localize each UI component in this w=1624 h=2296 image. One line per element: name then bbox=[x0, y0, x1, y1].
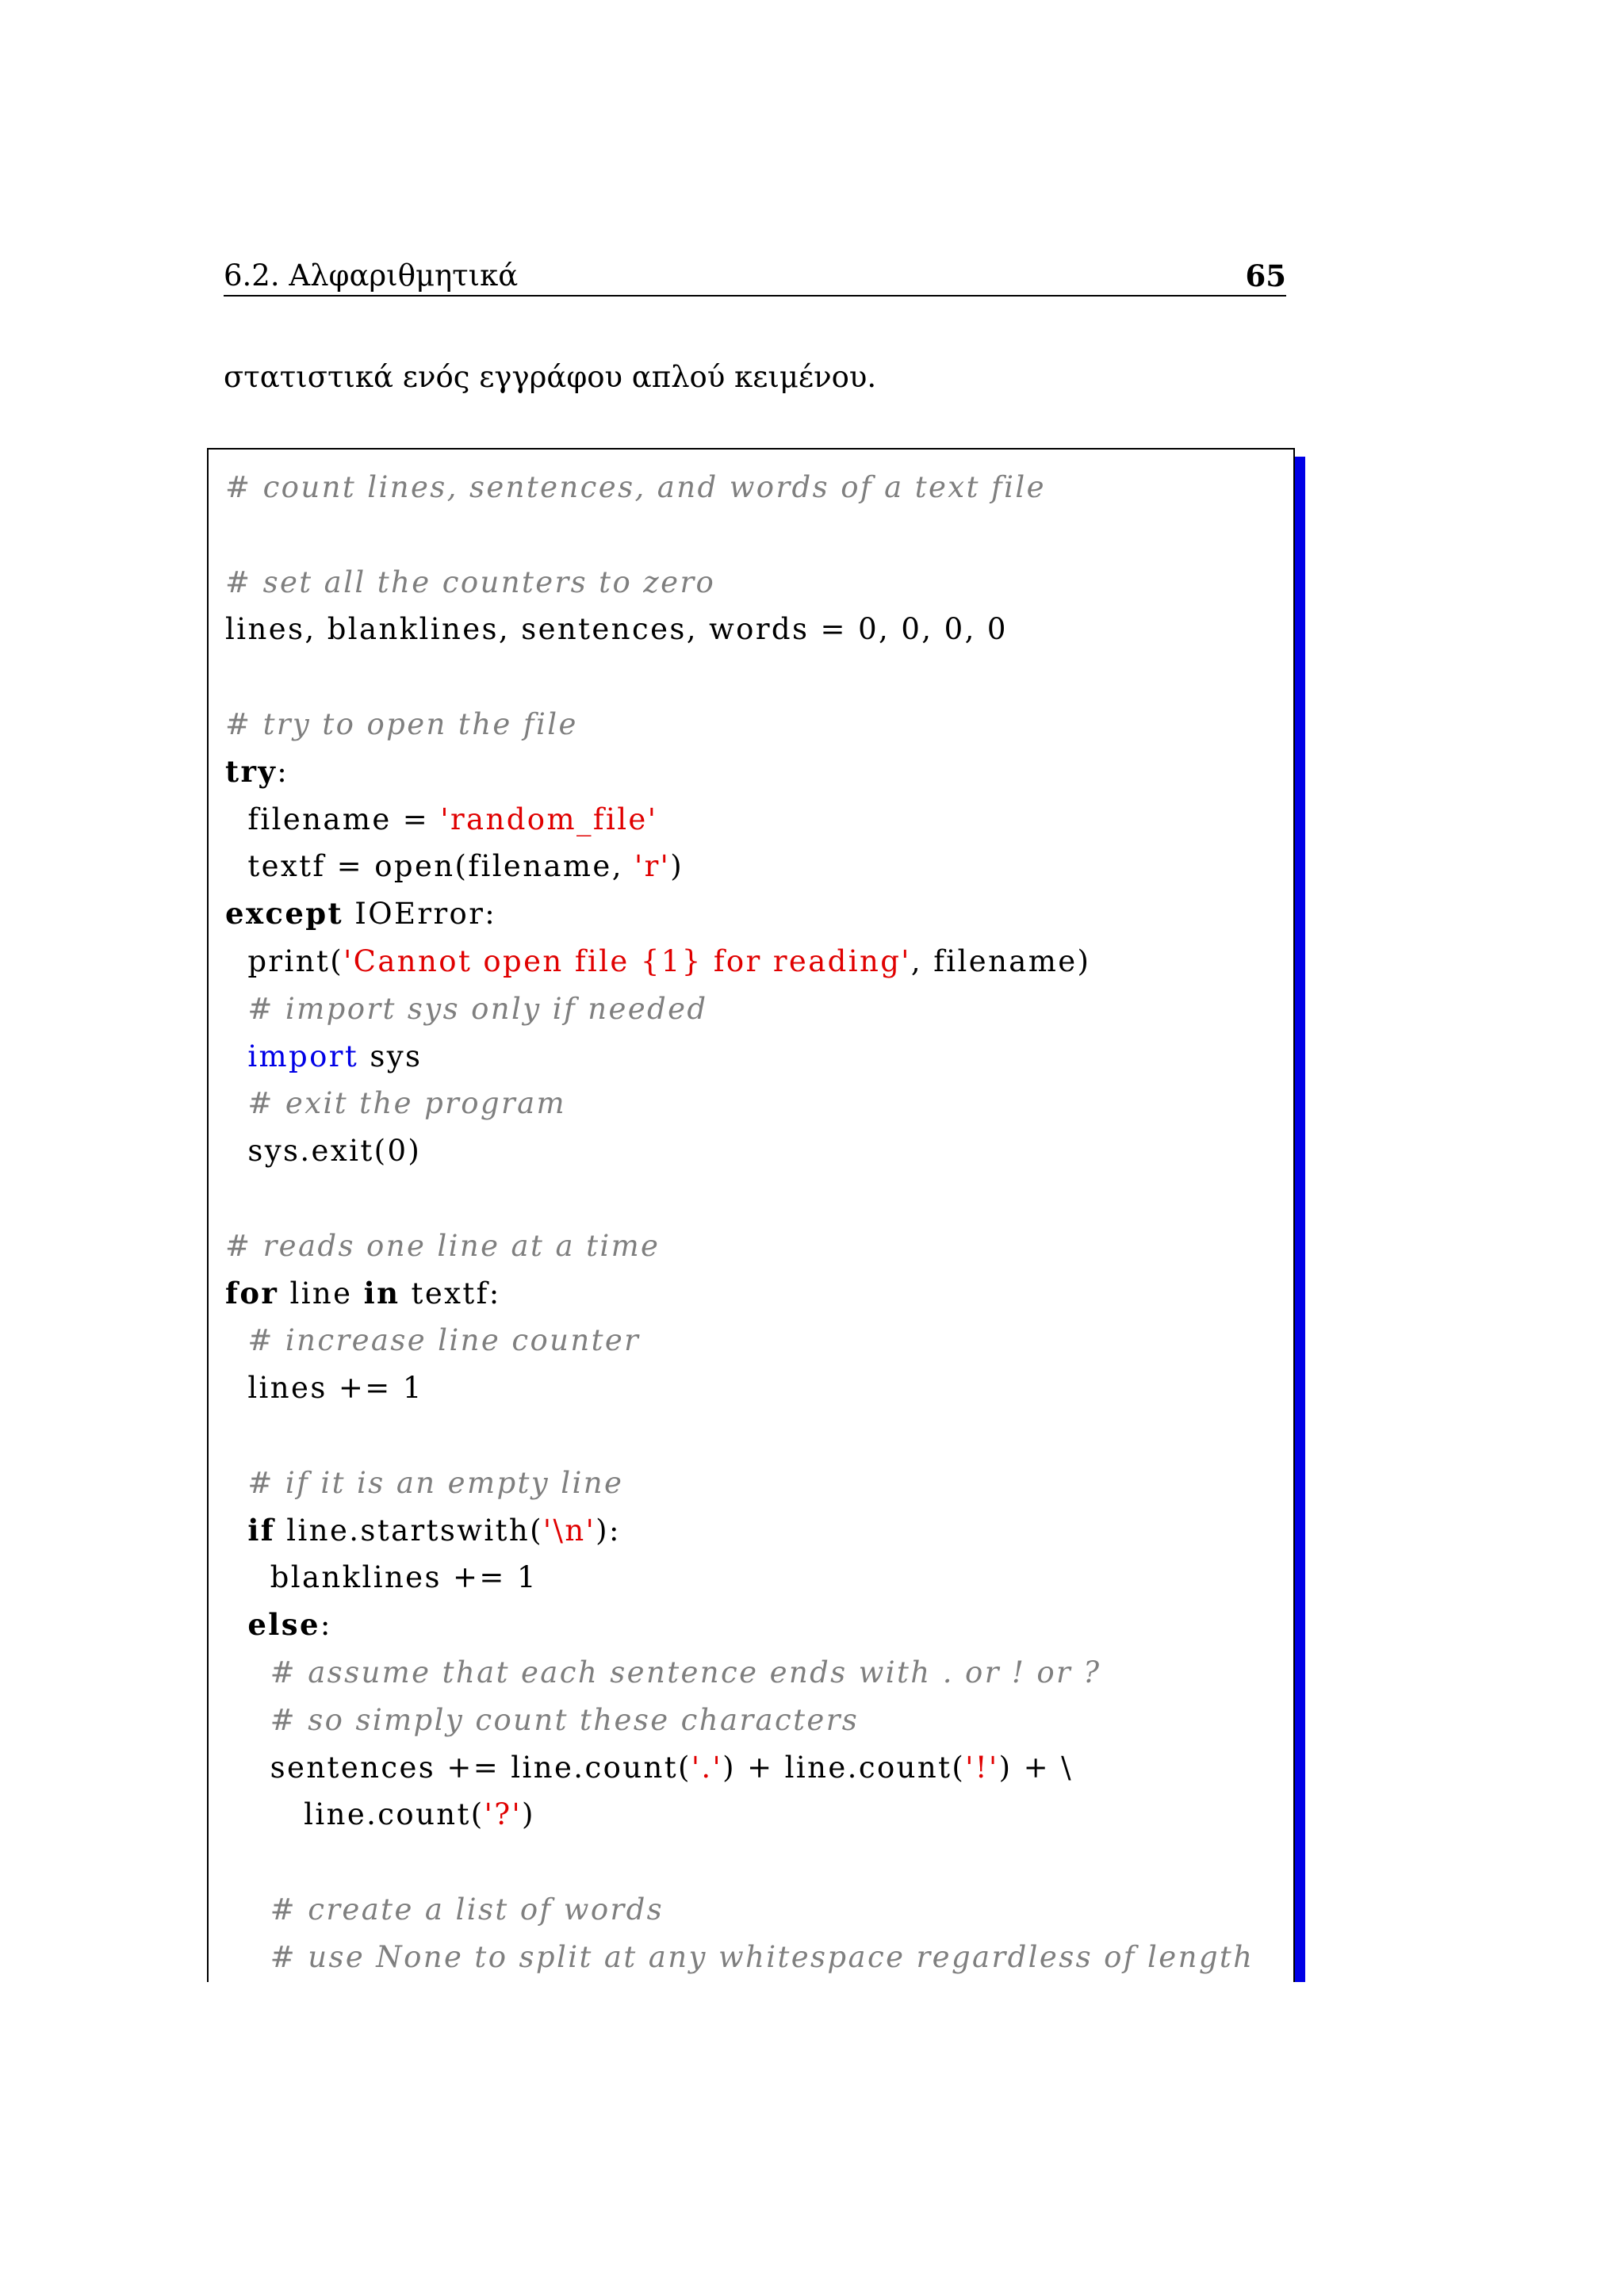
code-line bbox=[225, 1080, 1335, 1127]
code-token: if bbox=[247, 1512, 276, 1548]
code-token: in bbox=[363, 1275, 400, 1311]
code-line bbox=[225, 1649, 1335, 1697]
code-token bbox=[225, 1466, 247, 1500]
code-token: lines, blanklines, sentences, words = 0, 0, 0, 0 bbox=[225, 612, 1008, 647]
section-title: 6.2. Αλφαριθμητικά bbox=[224, 258, 519, 293]
code-line bbox=[225, 890, 1335, 938]
code-line bbox=[225, 1033, 1335, 1081]
code-token: : bbox=[277, 754, 289, 789]
code-line bbox=[225, 1175, 1335, 1223]
code-line bbox=[225, 1412, 1335, 1460]
code-token bbox=[225, 1608, 247, 1642]
code-token: line.count( bbox=[225, 1797, 485, 1832]
code-token: except bbox=[225, 896, 344, 932]
code-line bbox=[225, 796, 1335, 844]
code-token: print( bbox=[225, 943, 344, 978]
code-line bbox=[225, 1554, 1335, 1601]
code-line bbox=[225, 511, 1335, 559]
code-token: lines += 1 bbox=[225, 1371, 423, 1406]
code-line bbox=[225, 1886, 1335, 1934]
code-token: try bbox=[225, 753, 278, 789]
code-token: '\n' bbox=[542, 1513, 596, 1548]
code-token bbox=[225, 1323, 247, 1357]
code-line bbox=[225, 1460, 1335, 1507]
code-token bbox=[225, 1655, 270, 1689]
code-token: # try to open the file bbox=[225, 706, 578, 741]
code-listing bbox=[225, 464, 1335, 1978]
code-line bbox=[225, 606, 1335, 653]
code-token: : bbox=[320, 1608, 332, 1643]
code-token: 'r' bbox=[634, 849, 671, 884]
code-line bbox=[225, 701, 1335, 748]
code-token: 'Cannot open file {1} for reading' bbox=[343, 943, 911, 978]
code-line bbox=[225, 559, 1335, 607]
code-token: sys bbox=[358, 1039, 423, 1073]
code-line bbox=[225, 1839, 1335, 1886]
code-line bbox=[225, 1744, 1335, 1792]
code-line bbox=[225, 1364, 1335, 1412]
code-line bbox=[225, 1317, 1335, 1364]
code-line bbox=[225, 843, 1335, 890]
code-token bbox=[225, 1086, 247, 1120]
code-token: filename = bbox=[225, 802, 441, 836]
code-token: else bbox=[247, 1607, 320, 1643]
code-token: for bbox=[225, 1275, 279, 1311]
code-line bbox=[225, 1934, 1335, 1981]
code-token bbox=[225, 1892, 270, 1927]
code-line bbox=[225, 1270, 1335, 1318]
code-line bbox=[225, 1791, 1335, 1839]
code-token: IOError: bbox=[343, 897, 497, 932]
code-line bbox=[225, 1697, 1335, 1744]
code-line bbox=[225, 1223, 1335, 1270]
code-token bbox=[225, 1940, 270, 1974]
code-token: sentences += line.count( bbox=[225, 1750, 691, 1785]
intro-paragraph: στατιστικά ενός εγγράφου απλού κειμένου. bbox=[224, 360, 877, 394]
page-header bbox=[224, 255, 1286, 297]
code-token: ) + \ bbox=[998, 1750, 1074, 1785]
code-token: textf: bbox=[400, 1276, 501, 1311]
code-token: # if it is an empty line bbox=[247, 1465, 624, 1500]
code-token: # create a list of words bbox=[270, 1892, 665, 1927]
code-line bbox=[225, 985, 1335, 1033]
code-token: '.' bbox=[691, 1750, 723, 1785]
code-token: blanklines += 1 bbox=[225, 1560, 538, 1595]
code-line bbox=[225, 748, 1335, 796]
code-line bbox=[225, 938, 1335, 985]
code-token: ): bbox=[596, 1513, 621, 1548]
code-line bbox=[225, 464, 1335, 511]
code-token: '?' bbox=[484, 1797, 523, 1832]
code-line bbox=[225, 653, 1335, 701]
code-token bbox=[225, 1513, 247, 1548]
code-token: # reads one line at a time bbox=[225, 1228, 661, 1263]
code-token bbox=[225, 992, 247, 1026]
code-token: # import sys only if needed bbox=[247, 991, 708, 1026]
code-token: ) + line.count( bbox=[722, 1750, 966, 1785]
code-token: '!' bbox=[965, 1750, 999, 1785]
code-token: # assume that each sentence ends with . or ! or ? bbox=[270, 1655, 1101, 1689]
code-token: # use None to split at any whitespace regardless of length bbox=[270, 1939, 1254, 1974]
code-token: # count lines, sentences, and words of a text file bbox=[225, 470, 1046, 504]
code-token bbox=[225, 1039, 247, 1073]
code-token: # exit the program bbox=[247, 1086, 567, 1121]
page-number: 65 bbox=[1245, 258, 1286, 293]
code-token: # set all the counters to zero bbox=[225, 564, 716, 599]
code-token: # so simply count these characters bbox=[270, 1702, 860, 1737]
code-token: # increase line counter bbox=[247, 1323, 641, 1358]
code-token: import bbox=[247, 1039, 359, 1073]
code-token: line bbox=[278, 1276, 364, 1311]
code-token: 'random_file' bbox=[440, 802, 658, 836]
code-line bbox=[225, 1507, 1335, 1555]
code-token: , filename) bbox=[910, 943, 1091, 978]
code-token: ) bbox=[670, 849, 684, 884]
code-token: textf = open(filename, bbox=[225, 849, 635, 884]
code-token: sys.exit(0) bbox=[225, 1134, 422, 1169]
code-line bbox=[225, 1127, 1335, 1175]
code-token: line.startswith( bbox=[275, 1513, 543, 1548]
code-token: ) bbox=[522, 1797, 535, 1832]
code-line bbox=[225, 1601, 1335, 1649]
code-token bbox=[225, 1703, 270, 1737]
